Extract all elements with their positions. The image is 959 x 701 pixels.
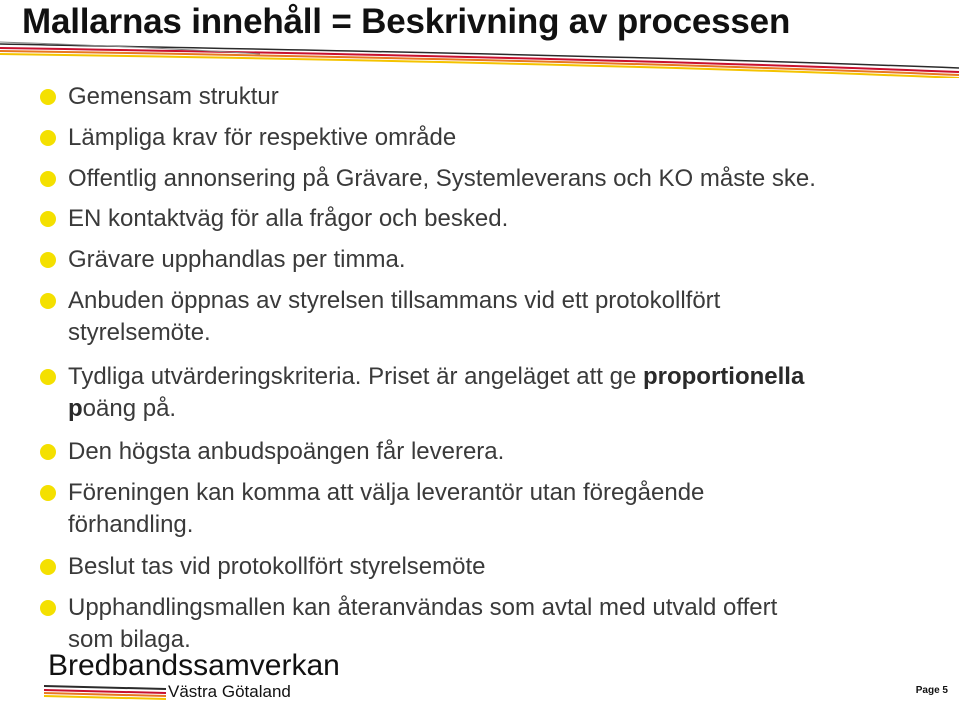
bullet-text-plain: oäng på.	[82, 395, 177, 422]
slide-title: Mallarnas innehåll = Beskrivning av processen	[22, 2, 791, 41]
bullet-text	[68, 360, 948, 394]
bullet-text-plain: Tydliga utvärderingskriteria. Priset är angeläget att ge	[68, 363, 643, 390]
bullet-text: Den högsta anbudspoängen får leverera.	[68, 438, 505, 465]
bullet-text: Lämpliga krav för respektive område	[68, 124, 457, 151]
bullet-text-continuation: som bilaga.	[68, 626, 191, 653]
bullet-text-continuation: styrelsemöte.	[68, 319, 211, 346]
bullet-dot-icon	[40, 89, 56, 105]
bullet-dot-icon	[40, 559, 56, 575]
bullet-dot-icon	[40, 369, 56, 385]
bullet-text: Anbuden öppnas av styrelsen tillsammans vid ett protokollfört	[68, 287, 721, 314]
bullet-text-bold: proportionella	[642, 363, 805, 390]
bullet-dot-icon	[40, 211, 56, 227]
bullet-text: EN kontaktväg för alla frågor och besked.	[68, 205, 509, 232]
bullet-dot-icon	[40, 171, 56, 187]
bullet-dot-icon	[40, 130, 56, 146]
bullet-dot-icon	[40, 600, 56, 616]
bullet-text: Upphandlingsmallen kan återanvändas som avtal med utvald offert	[68, 594, 778, 621]
bullet-dot-icon	[40, 485, 56, 501]
bullet-text: Föreningen kan komma att välja leverantör utan föregående	[68, 479, 705, 506]
logo-stripes-icon	[44, 683, 166, 700]
bullet-text-bold: p	[68, 395, 83, 422]
bullet-text: Gemensam struktur	[68, 83, 279, 110]
bullet-text: Beslut tas vid protokollfört styrelsemöte	[68, 553, 486, 580]
logo-main-text: Bredbandssamverkan	[48, 649, 340, 682]
bredbandssamverkan-logo	[44, 649, 344, 700]
bullet-text: Grävare upphandlas per timma.	[68, 246, 406, 273]
bullet-dot-icon	[40, 293, 56, 309]
logo-sub-text: Västra Götaland	[168, 682, 291, 701]
bullet-text-continuation: förhandling.	[68, 511, 194, 538]
bullet-text-continuation	[68, 392, 948, 426]
bullet-text: Offentlig annonsering på Grävare, Systemleverans och KO måste ske.	[68, 165, 816, 192]
page-number: Page 5	[915, 685, 948, 696]
bullet-dot-icon	[40, 444, 56, 460]
bullet-dot-icon	[40, 252, 56, 268]
